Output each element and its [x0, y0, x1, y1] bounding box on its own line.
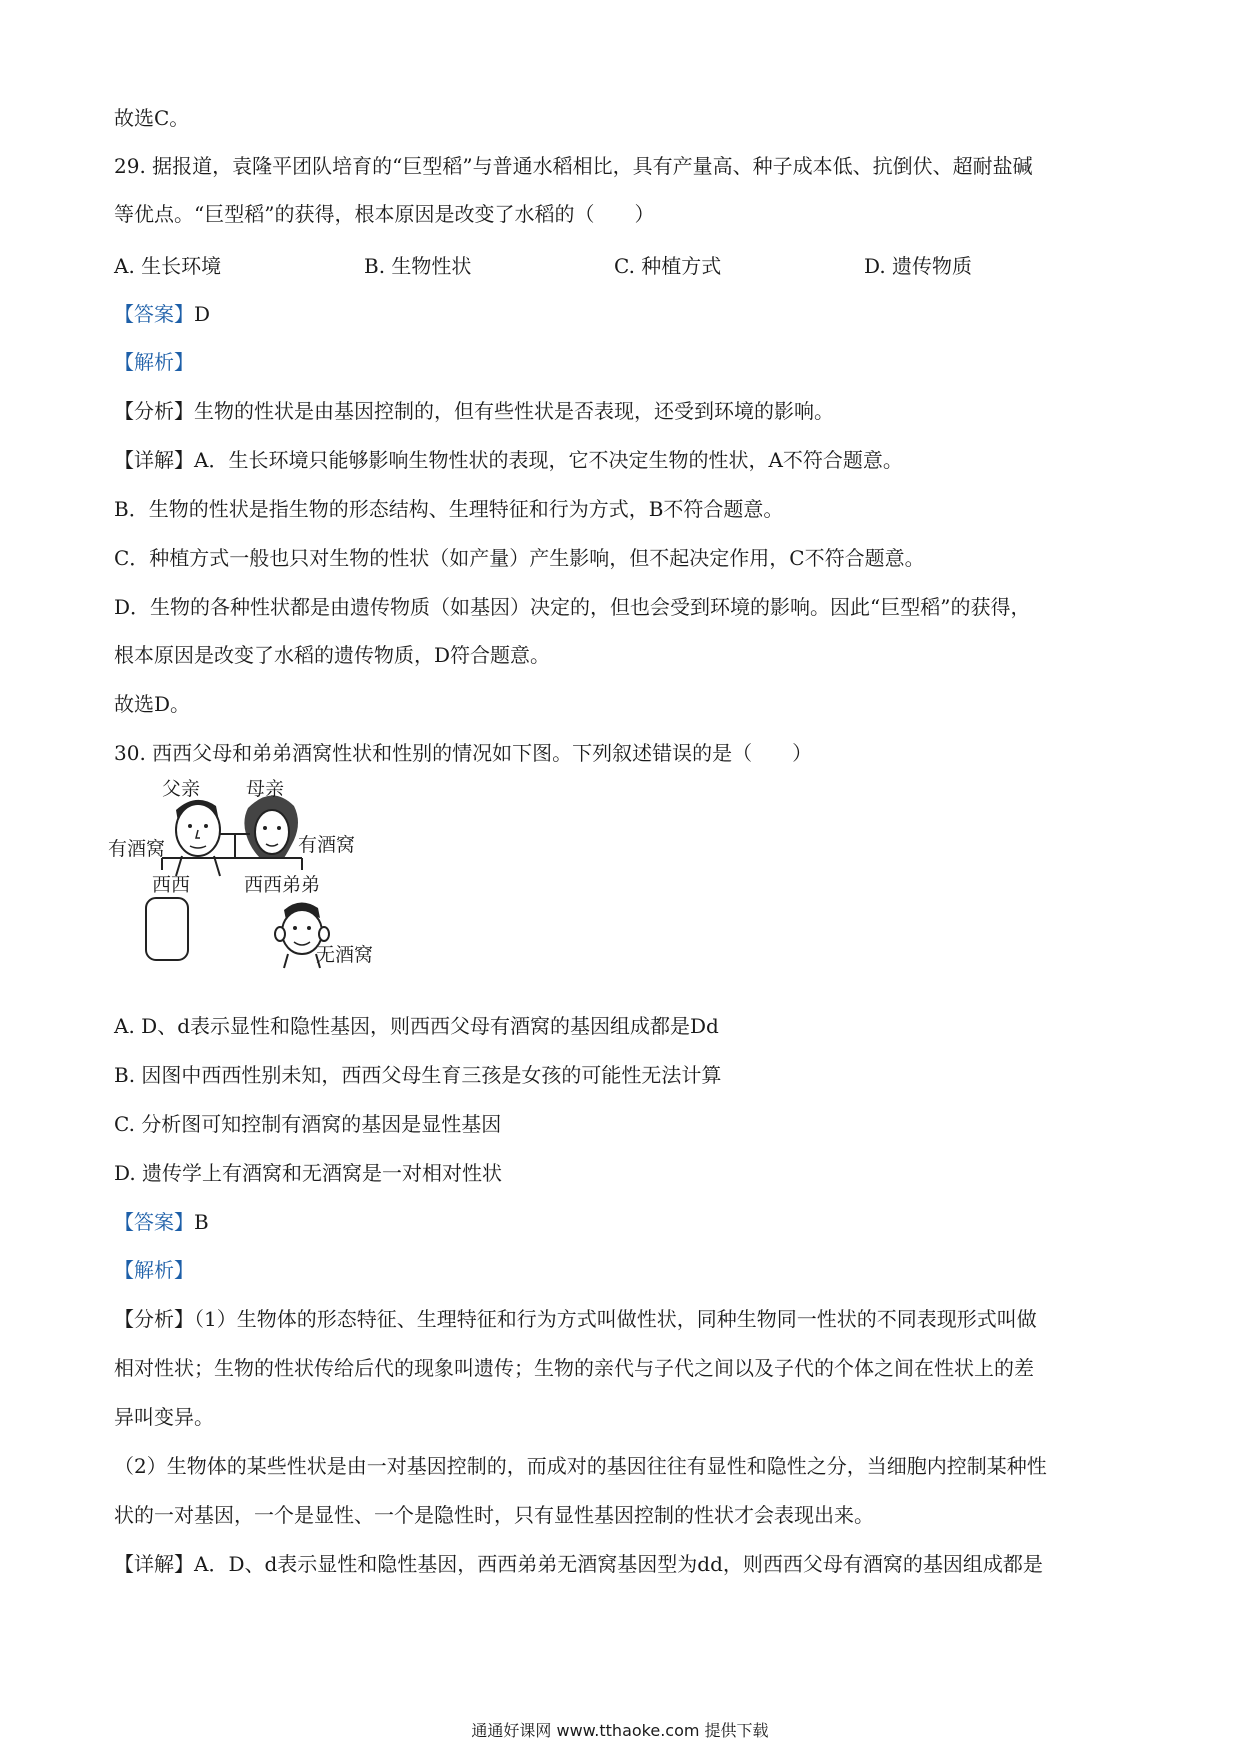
- xixi-label: 西西: [152, 874, 191, 896]
- xixi-unknown-box: [146, 898, 188, 960]
- q29-fenxi-text: 生物的性状是由基因控制的，但有些性状是否表现，还受到环境的影响。: [194, 399, 834, 423]
- q29-option-b: B. 生物性状: [364, 254, 472, 278]
- father-face-icon: [176, 800, 220, 876]
- q29-detail-b: B．生物的性状是指生物的形态结构、生理特征和行为方式，B不符合题意。: [114, 497, 784, 521]
- q30-option-a: A. D、d表示显性和隐性基因，则西西父母有酒窝的基因组成都是Dd: [114, 1014, 719, 1038]
- prev-conclusion: 故选C。: [114, 106, 190, 130]
- q30-option-b: B. 因图中西西性别未知，西西父母生育三孩是女孩的可能性无法计算: [114, 1063, 722, 1087]
- q30-detail-a-text: A．D、d表示显性和隐性基因，西西弟弟无酒窝基因型为dd，则西西父母有酒窝的基因组成都是: [194, 1552, 1043, 1576]
- q29-answer: [114, 300, 210, 328]
- q30-fenxi-text1: （1）生物体的形态特征、生理特征和行为方式叫做性状，同种生物同一性状的不同表现形式叫做: [194, 1307, 1037, 1331]
- father-label: 父亲: [162, 778, 201, 800]
- brother-trait: 无酒窝: [316, 944, 374, 966]
- pedigree-figure: [108, 778, 412, 1000]
- q29-option-d: D. 遗传物质: [864, 254, 973, 278]
- q30-fenxi-line3: 异叫变异。: [114, 1405, 214, 1429]
- mother-label: 母亲: [246, 778, 285, 800]
- q30-fenxi-line5: 状的一对基因，一个是显性、一个是隐性时，只有显性基因控制的性状才会表现出来。: [114, 1503, 874, 1527]
- q29-stem-line1: 29. 据报道，袁隆平团队培育的“巨型稻”与普通水稻相比，具有产量高、种子成本低、抗倒伏、超耐盐碱: [114, 154, 1033, 178]
- q30-answer: [114, 1208, 209, 1236]
- q30-fenxi-line1: [114, 1305, 1037, 1333]
- q30-option-c: C. 分析图可知控制有酒窝的基因是显性基因: [114, 1112, 502, 1136]
- brother-label: 西西弟弟: [244, 874, 321, 896]
- mother-face-icon: [244, 795, 298, 858]
- q29-options: [114, 252, 1144, 280]
- q29-analysis-tag: 【解析】: [114, 350, 194, 374]
- q29-answer-value: D: [194, 302, 211, 326]
- q29-detail-d1: D．生物的各种性状都是由遗传物质（如基因）决定的，但也会受到环境的影响。因此“巨型稻”的获得，: [114, 595, 1031, 619]
- q30-analysis-tag: 【解析】: [114, 1258, 194, 1282]
- q29-fenxi: [114, 397, 834, 425]
- q29-fenxi-tag: 【分析】: [114, 399, 194, 423]
- q29-detail-d2: 根本原因是改变了水稻的遗传物质，D符合题意。: [114, 643, 551, 667]
- page-footer: 通通好课网 www.tthaoke.com 提供下载: [471, 1721, 769, 1740]
- q30-answer-value: B: [194, 1210, 209, 1234]
- q29-option-c: C. 种植方式: [614, 254, 722, 278]
- q30-xiangjie-tag: 【详解】: [114, 1552, 194, 1576]
- father-trait: 有酒窝: [108, 838, 166, 860]
- q30-stem: 30. 西西父母和弟弟酒窝性状和性别的情况如下图。下列叙述错误的是（ ）: [114, 741, 813, 765]
- q30-fenxi-line4: （2）生物体的某些性状是由一对基因控制的，而成对的基因往往有显性和隐性之分，当细胞内控制某种性: [114, 1454, 1047, 1478]
- q30-detail-a: [114, 1550, 1043, 1578]
- q30-fenxi-tag: 【分析】: [114, 1307, 194, 1331]
- q29-detail-c: C．种植方式一般也只对生物的性状（如产量）产生影响，但不起决定作用，C不符合题意。: [114, 546, 925, 570]
- q30-option-d: D. 遗传学上有酒窝和无酒窝是一对相对性状: [114, 1161, 503, 1185]
- q29-detail-a-text: A．生长环境只能够影响生物性状的表现，它不决定生物的性状，A不符合题意。: [194, 448, 903, 472]
- q29-xiangjie-tag: 【详解】: [114, 448, 194, 472]
- q29-option-a: A. 生长环境: [114, 254, 222, 278]
- q30-answer-tag: 【答案】: [114, 1210, 194, 1234]
- q30-fenxi-line2: 相对性状；生物的性状传给后代的现象叫遗传；生物的亲代与子代之间以及子代的个体之间在性状上的差: [114, 1356, 1034, 1380]
- q29-detail-a: [114, 446, 903, 474]
- mother-trait: 有酒窝: [298, 834, 356, 856]
- q29-stem-line2: 等优点。“巨型稻”的获得，根本原因是改变了水稻的（ ）: [114, 202, 655, 226]
- q29-answer-tag: 【答案】: [114, 302, 194, 326]
- q29-conclusion: 故选D。: [114, 692, 191, 716]
